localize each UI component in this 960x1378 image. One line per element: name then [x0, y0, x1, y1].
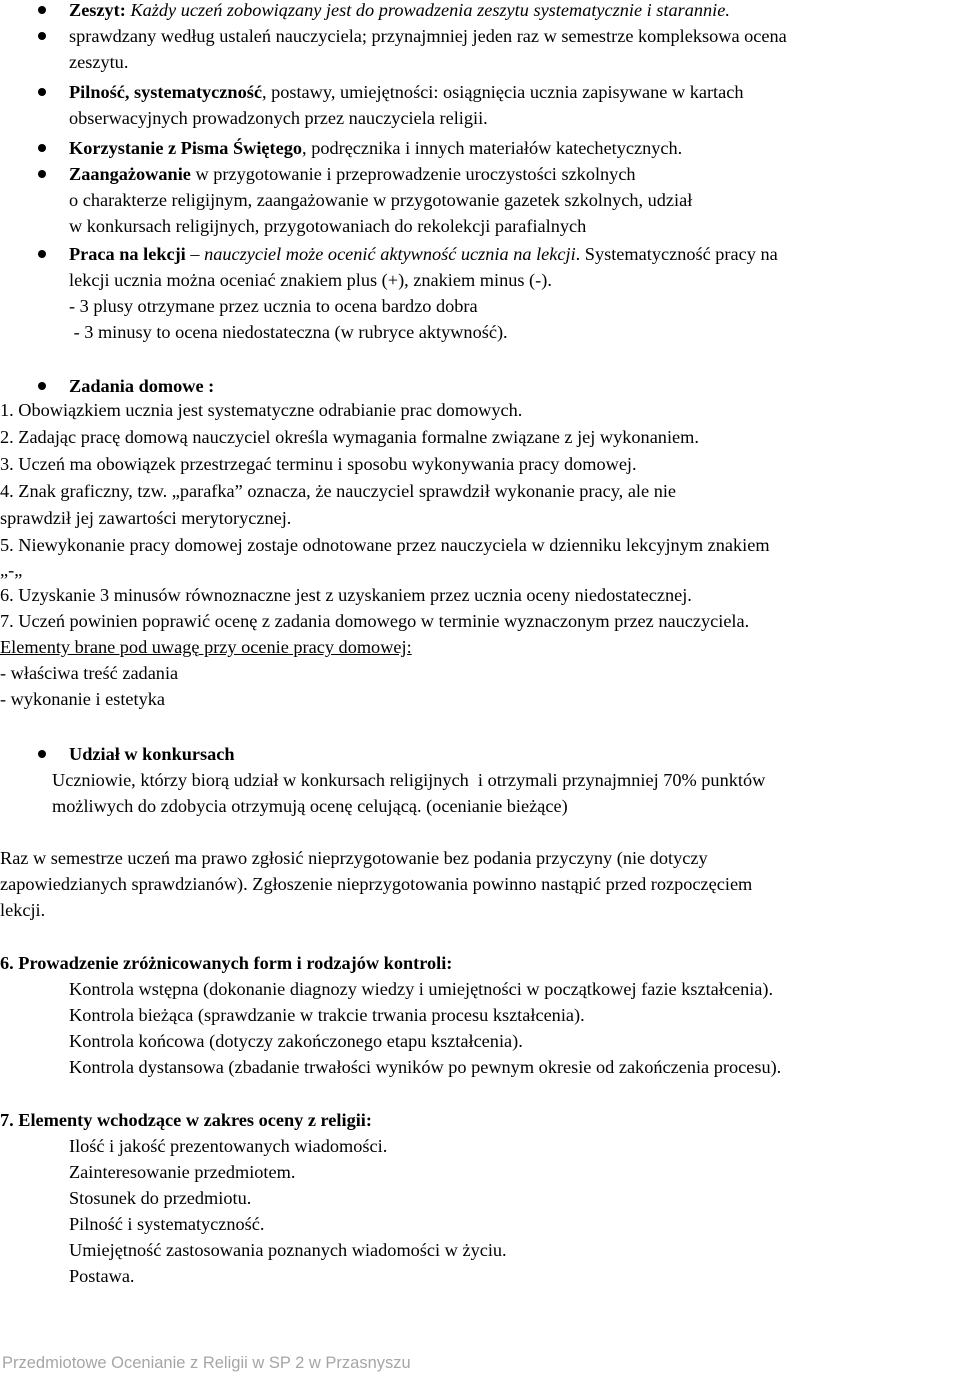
section7-item: Umiejętność zastosowania poznanych wiadomości w życiu.	[69, 1240, 507, 1260]
zaangazowanie-line: Zaangażowanie w przygotowanie i przeprowadzenie uroczystości szkolnych	[69, 164, 636, 184]
bullet-icon	[38, 170, 46, 178]
section7-heading: 7. Elementy wchodzące w zakres oceny z religii:	[0, 1110, 372, 1130]
praca-line: Praca na lekcji – nauczyciel może ocenić aktywność ucznia na lekcji. Systematyczność pracy na	[69, 244, 778, 264]
bullet-icon	[38, 144, 46, 152]
sprawdzany-line: sprawdzany według ustaleń nauczyciela; przynajmniej jeden raz w semestrze kompleksowa ocena	[69, 26, 787, 46]
bullet-icon	[38, 32, 46, 40]
praca-cont1: lekcji ucznia można oceniać znakiem plus (+), znakiem minus (-).	[69, 270, 552, 290]
section7-item: Postawa.	[69, 1266, 135, 1286]
unprepared-line-3: lekcji.	[0, 900, 46, 920]
homework-elements-heading: Elementy brane pod uwagę przy ocenie pracy domowej:	[0, 637, 412, 657]
udzial-cont1: Uczniowie, którzy biorą udział w konkursach religijnych i otrzymali przynajmniej 70% punktów	[52, 770, 766, 790]
section7-item: Stosunek do przedmiotu.	[69, 1188, 252, 1208]
section6-item: Kontrola wstępna (dokonanie diagnozy wiedzy i umiejętności w początkowej fazie kształcenia).	[69, 979, 774, 999]
homework-line-5b: „-„	[0, 560, 23, 580]
zadania-heading: Zadania domowe :	[69, 376, 215, 396]
bullet-icon	[38, 88, 46, 96]
zaangazowanie-cont1: o charakterze religijnym, zaangażowanie w przygotowanie gazetek szkolnych, udział	[69, 190, 693, 210]
section6-item: Kontrola bieżąca (sprawdzanie w trakcie trwania procesu kształcenia).	[69, 1005, 585, 1025]
sprawdzany-cont: zeszytu.	[69, 52, 129, 72]
pilnosc-line: Pilność, systematyczność, postawy, umiejętności: osiągnięcia ucznia zapisywane w kartach	[69, 82, 744, 102]
praca-cont2: - 3 plusy otrzymane przez ucznia to ocena bardzo dobra	[69, 296, 478, 316]
homework-line-4a: 4. Znak graficzny, tzw. „parafka” oznacza, że nauczyciel sprawdził wykonanie pracy, ale nie	[0, 481, 677, 501]
section6-item: Kontrola dystansowa (zbadanie trwałości wyników po pewnym okresie od zakończenia procesu).	[69, 1057, 782, 1077]
bullet-icon	[38, 6, 46, 14]
praca-cont3: - 3 minusy to ocena niedostateczna (w rubryce aktywność).	[69, 322, 508, 342]
homework-line-2: 2. Zadając pracę domową nauczyciel określa wymagania formalne związane z jej wykonaniem.	[0, 427, 699, 447]
homework-line-5a: 5. Niewykonanie pracy domowej zostaje odnotowane przez nauczyciela w dzienniku lekcyjnym znakiem	[0, 535, 770, 555]
section6-heading: 6. Prowadzenie zróżnicowanych form i rodzajów kontroli:	[0, 953, 453, 973]
pilnosc-cont: obserwacyjnych prowadzonych przez nauczyciela religii.	[69, 108, 488, 128]
homework-line-1: 1. Obowiązkiem ucznia jest systematyczne odrabianie prac domowych.	[0, 400, 523, 420]
homework-line-7: 7. Uczeń powinien poprawić ocenę z zadania domowego w terminie wyznaczonym przez nauczyciela.	[0, 611, 750, 631]
homework-element-2: - wykonanie i estetyka	[0, 689, 165, 709]
homework-line-3: 3. Uczeń ma obowiązek przestrzegać terminu i sposobu wykonywania pracy domowej.	[0, 454, 637, 474]
zeszyt-line: Zeszyt: Każdy uczeń zobowiązany jest do prowadzenia zeszytu systematycznie i starannie.	[69, 0, 730, 20]
udzial-heading: Udział w konkursach	[69, 744, 235, 764]
unprepared-line-1: Raz w semestrze uczeń ma prawo zgłosić nieprzygotowanie bez podania przyczyny (nie dotyczy	[0, 848, 708, 868]
zaangazowanie-cont2: w konkursach religijnych, przygotowaniach do rekolekcji parafialnych	[69, 216, 587, 236]
bullet-icon	[38, 750, 46, 758]
homework-line-6: 6. Uzyskanie 3 minusów równoznaczne jest z uzyskaniem przez ucznia oceny niedostatecznej.	[0, 585, 692, 605]
unprepared-line-2: zapowiedzianych sprawdzianów). Zgłoszenie nieprzygotowania powinno nastąpić przed rozpoczęciem	[0, 874, 753, 894]
section7-item: Zainteresowanie przedmiotem.	[69, 1162, 296, 1182]
bullet-icon	[38, 250, 46, 258]
homework-element-1: - właściwa treść zadania	[0, 663, 179, 683]
korzystanie-line: Korzystanie z Pisma Świętego, podręcznika i innych materiałów katechetycznych.	[69, 138, 683, 158]
section7-item: Ilość i jakość prezentowanych wiadomości.	[69, 1136, 388, 1156]
bullet-icon	[38, 382, 46, 390]
section7-item: Pilność i systematyczność.	[69, 1214, 265, 1234]
section6-item: Kontrola końcowa (dotyczy zakończonego etapu kształcenia).	[69, 1031, 523, 1051]
page-footer: Przedmiotowe Ocenianie z Religii w SP 2 w Przasnyszu	[2, 1354, 411, 1372]
udzial-cont2: możliwych do zdobycia otrzymują ocenę celującą. (ocenianie bieżące)	[52, 796, 568, 816]
homework-line-4b: sprawdził jej zawartości merytorycznej.	[0, 508, 292, 528]
